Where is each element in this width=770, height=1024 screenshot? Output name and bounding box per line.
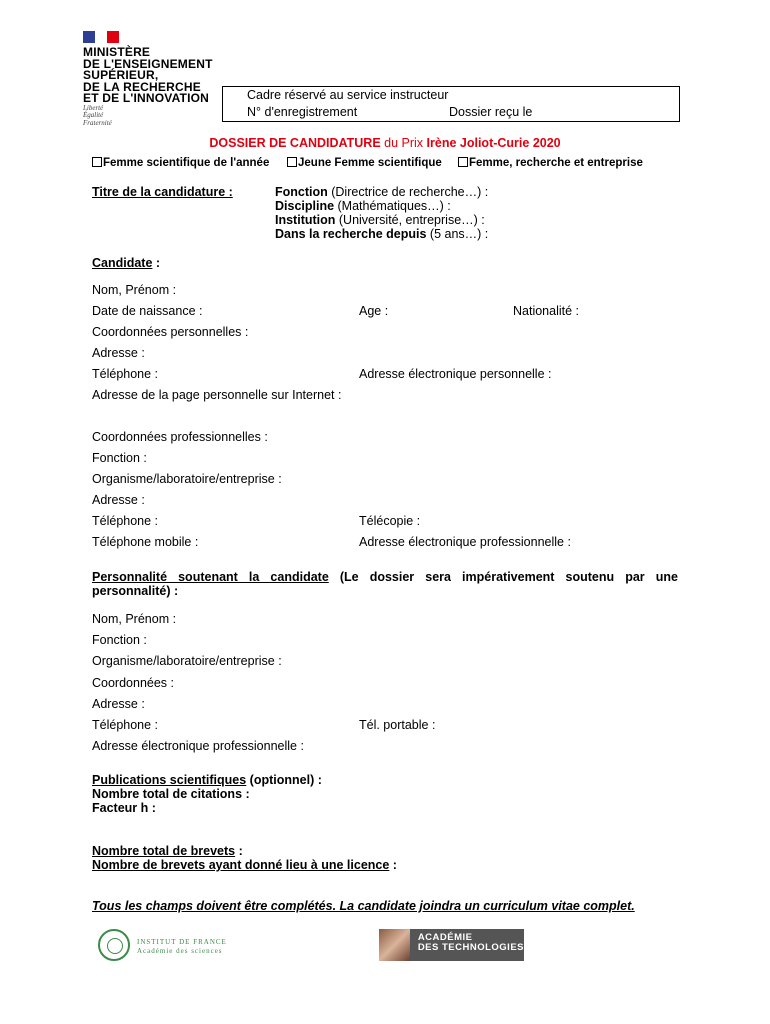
candidate-phone-field[interactable]: Téléphone : (92, 367, 159, 381)
checkbox-icon[interactable] (287, 157, 297, 167)
candidate-pro-email-field[interactable]: Adresse électronique professionnelle : (359, 535, 571, 549)
candidate-address-field[interactable]: Adresse : (92, 346, 145, 360)
candidate-pro-address-field[interactable]: Adresse : (92, 493, 145, 507)
candidate-homepage-field[interactable]: Adresse de la page personnelle sur Internet : (92, 388, 342, 402)
handshake-icon (379, 929, 410, 961)
category-option-2[interactable]: Jeune Femme scientifique (287, 157, 442, 169)
publications-heading: Publications scientifiques (optionnel) : (92, 773, 322, 787)
candidate-name-field[interactable]: Nom, Prénom : (92, 283, 177, 297)
service-box (222, 86, 680, 122)
candidate-fax-field[interactable]: Télécopie : (359, 514, 421, 528)
field-discipline[interactable]: Discipline (Mathématiques…) : (275, 199, 451, 213)
candidate-pro-phone-field[interactable]: Téléphone : (92, 514, 159, 528)
registration-number-label: N° d'enregistrement (247, 105, 358, 119)
field-research-since[interactable]: Dans la recherche depuis (5 ans…) : (275, 227, 489, 241)
academie-sciences-logo: INSTITUT DE FRANCE Académie des sciences (137, 938, 227, 955)
category-option-1[interactable]: Femme scientifique de l'année (92, 157, 269, 169)
category-option-3[interactable]: Femme, recherche et entreprise (458, 157, 643, 169)
h-factor-field[interactable]: Facteur h : (92, 801, 156, 815)
candidate-mobile-field[interactable]: Téléphone mobile : (92, 535, 199, 549)
candidate-organisation-field[interactable]: Organisme/laboratoire/entreprise : (92, 472, 282, 486)
ministry-name: MINISTÈRE DE L'ENSEIGNEMENT SUPÉRIEUR, DE LA RECHERCHE ET DE L'INNOVATION (83, 45, 213, 105)
sponsor-heading-cont: personnalité) : (92, 584, 179, 598)
sponsor-mobile-field[interactable]: Tél. portable : (359, 718, 436, 732)
received-date-label: Dossier reçu le (449, 105, 533, 119)
personal-contact-label: Coordonnées personnelles : (92, 325, 249, 339)
footer-note: Tous les champs doivent être complétés. La candidate joindra un curriculum vitae complet. (92, 899, 635, 913)
candidate-personal-email-field[interactable]: Adresse électronique personnelle : (359, 367, 552, 381)
candidature-heading: Titre de la candidature : (92, 185, 233, 199)
sponsor-pro-email-field[interactable]: Adresse électronique professionnelle : (92, 739, 304, 753)
citations-field[interactable]: Nombre total de citations : (92, 787, 250, 801)
field-institution[interactable]: Institution (Université, entreprise…) : (275, 213, 485, 227)
french-flag-icon (83, 31, 119, 43)
sponsor-phone-field[interactable]: Téléphone : (92, 718, 159, 732)
academie-sciences-seal-icon (98, 929, 130, 961)
page-title: DOSSIER DE CANDIDATURE du Prix Irène Joliot-Curie 2020 (209, 136, 561, 150)
checkbox-icon[interactable] (458, 157, 468, 167)
field-function[interactable]: Fonction (Directrice de recherche…) : (275, 185, 489, 199)
academie-technologies-logo: ACADÉMIE DES TECHNOLOGIES (379, 929, 524, 961)
sponsor-name-field[interactable]: Nom, Prénom : (92, 612, 177, 626)
sponsor-organisation-field[interactable]: Organisme/laboratoire/entreprise : (92, 654, 282, 668)
patents-licensed-field[interactable]: Nombre de brevets ayant donné lieu à une licence : (92, 858, 397, 872)
sponsor-contact-label: Coordonnées : (92, 676, 175, 690)
candidate-heading: Candidate : (92, 256, 161, 270)
candidate-function-field[interactable]: Fonction : (92, 451, 147, 465)
pro-contact-label: Coordonnées professionnelles : (92, 430, 268, 444)
sponsor-address-field[interactable]: Adresse : (92, 697, 145, 711)
candidate-birth-field[interactable]: Date de naissance : (92, 304, 203, 318)
service-box-title: Cadre réservé au service instructeur (247, 88, 449, 102)
sponsor-function-field[interactable]: Fonction : (92, 633, 147, 647)
ministry-logo (83, 31, 213, 127)
sponsor-heading: Personnalité soutenant la candidate (Le dossier sera impérativement soutenu par une (92, 570, 678, 584)
republic-motto: Liberté Égalité Fraternité (83, 103, 112, 127)
patents-total-field[interactable]: Nombre total de brevets : (92, 844, 243, 858)
candidate-age-field[interactable]: Age : (359, 304, 389, 318)
checkbox-icon[interactable] (92, 157, 102, 167)
candidate-nationality-field[interactable]: Nationalité : (513, 304, 580, 318)
